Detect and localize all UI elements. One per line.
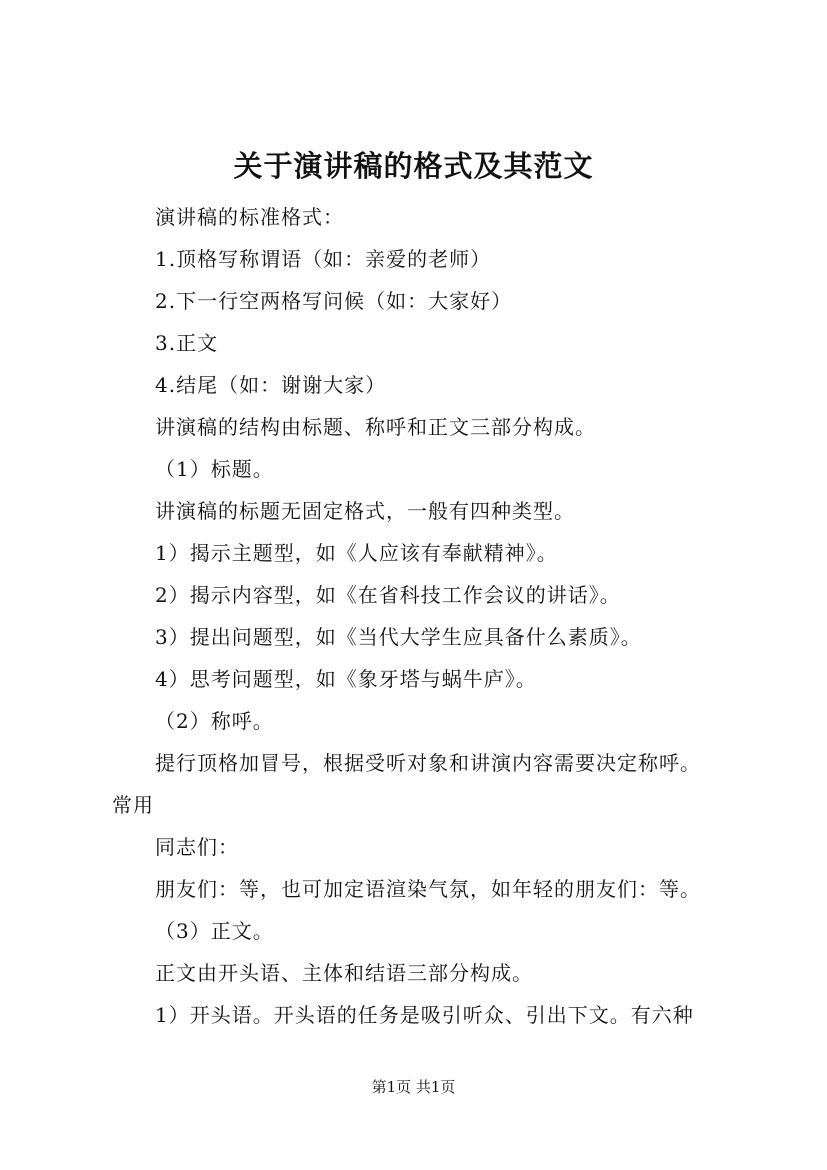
body-line: 4）思考问题型，如《象牙塔与蜗牛庐》。: [155, 667, 537, 691]
body-line: 1.顶格写称谓语（如：亲爱的老师）: [155, 247, 492, 271]
body-line: 3.正文: [155, 331, 219, 355]
body-line: 同志们：: [155, 835, 239, 859]
document-title: 关于演讲稿的格式及其范文: [233, 149, 594, 183]
body-line: 讲演稿的标题无固定格式，一般有四种类型。: [155, 499, 575, 523]
body-line: 2）揭示内容型，如《在省科技工作会议的讲话》。: [155, 583, 621, 607]
body-line: 提行顶格加冒号，根据受听对象和讲演内容需要决定称呼。: [155, 751, 701, 775]
page-footer: 第1页 共1页: [371, 1078, 456, 1096]
body-line: （3）正文。: [155, 919, 274, 943]
body-line: 2.下一行空两格写问候（如：大家好）: [155, 289, 513, 313]
body-line: 朋友们：等，也可加定语渲染气氛，如年轻的朋友们：等。: [155, 877, 701, 901]
body-line: 演讲稿的标准格式：: [155, 205, 344, 229]
body-line: 讲演稿的结构由标题、称呼和正文三部分构成。: [155, 415, 596, 439]
body-line: 常用: [112, 793, 154, 817]
document-body: [112, 196, 752, 1036]
body-line: （2）称呼。: [155, 709, 274, 733]
body-line: 3）提出问题型，如《当代大学生应具备什么素质》。: [155, 625, 642, 649]
body-line: 正文由开头语、主体和结语三部分构成。: [155, 961, 533, 985]
body-line: 1）开头语。开头语的任务是吸引听众、引出下文。有六种: [155, 1003, 694, 1027]
body-line: 1）揭示主题型，如《人应该有奉献精神》。: [155, 541, 558, 565]
body-line: （1）标题。: [155, 457, 274, 481]
body-line: 4.结尾（如：谢谢大家）: [155, 373, 387, 397]
